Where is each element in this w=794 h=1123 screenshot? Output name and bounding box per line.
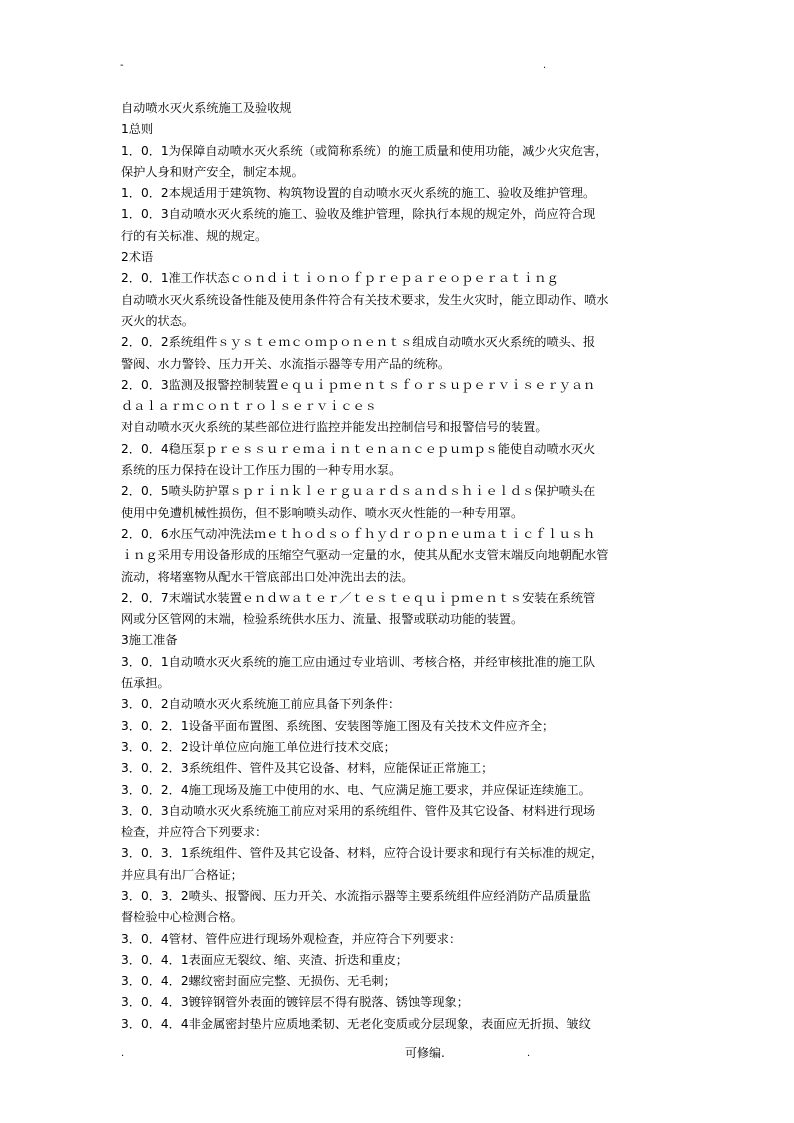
- section-heading: 3施工准备: [121, 633, 178, 648]
- paragraph-line: 流动，将堵塞物从配水干管底部出口处冲洗出去的法。: [121, 569, 414, 584]
- paragraph-line: 3．0．4管材、管件应进行现场外观检查，并应符合下列要求：: [121, 931, 462, 946]
- paragraph-line: 督检验中心检测合格。: [121, 910, 243, 925]
- footer-right-mark: .: [527, 1048, 531, 1059]
- paragraph-line: 3．0．2．3系统组件、管件及其它设备、材料，应能保证正常施工；: [121, 761, 494, 776]
- page-footer: [0, 1042, 794, 1062]
- paragraph-line: 保护人身和财产安全，制定本规。: [121, 164, 304, 179]
- paragraph-line: 检查，并应符合下列要求：: [121, 825, 268, 840]
- paragraph-line: 2．0．6水压气动冲洗法ｍｅｔｈｏｄｓｏｆｈｙｄｒｏｐｎｅｕｍａｔｉｃｆｌｕｓｈ: [121, 526, 596, 541]
- doc-title: 自动喷水灭火系统施工及验收规: [121, 101, 292, 115]
- paragraph-line: 3．0．4．1表面应无裂纹、缩、夹渣、折迭和重皮；: [121, 952, 408, 967]
- section-heading: 1总则: [121, 122, 154, 137]
- paragraph-line: 行的有关标准、规的规定。: [121, 228, 268, 243]
- paragraph-line: 灭火的状态。: [121, 313, 195, 328]
- document-body: [121, 98, 677, 1035]
- paragraph-line: 使用中免遭机械性损伤，但不影响喷头动作、喷水灭火性能的一种专用罩。: [121, 505, 524, 520]
- paragraph-line: 1．0．1为保障自动喷水灭火系统（或简称系统）的施工质量和使用功能，减少火灾危害，: [121, 143, 608, 158]
- paragraph-line: 网或分区管网的末端，检验系统供水压力、流量、报警或联动功能的装置。: [121, 612, 524, 627]
- paragraph-line: 2．0．3监测及报警控制装置ｅｑｕｉｐｍｅｎｔｓｆｏｒｓｕｐｅｒｖｉｓｅｒｙａｎ: [121, 377, 596, 392]
- section-heading: 2术语: [121, 250, 154, 265]
- paragraph-line: 2．0．2系统组件ｓｙｓｔｅｍｃｏｍｐｏｎｅｎｔｓ组成自动喷水灭火系统的喷头、报: [121, 335, 596, 350]
- paragraph-line: 自动喷水灭火系统设备性能及使用条件符合有关技术要求，发生火灾时，能立即动作、喷水: [121, 292, 609, 307]
- paragraph-line: 对自动喷水灭火系统的某些部位进行监控并能发出控制信号和报警信号的装置。: [121, 420, 548, 435]
- paragraph-line: 3．0．2自动喷水灭火系统施工前应具备下列条件：: [121, 697, 401, 712]
- paragraph-line: 3．0．3．2喷头、报警阀、压力开关、水流指示器等主要系统组件应经消防产品质量监: [121, 888, 591, 903]
- paragraph-line: 3．0．2．1设备平面布置图、系统图、安装图等施工图及有关技术文件应齐全；: [121, 718, 555, 733]
- footer-left-mark: .: [121, 1048, 125, 1059]
- paragraph-line: ｄａｌａｒｍｃｏｎｔｒｏｌｓｅｒｖｉｃｅｓ: [121, 399, 377, 414]
- paragraph-line: 3．0．4．4非金属密封垫片应质地柔韧、无老化变质或分层现象，表面应无折损、皱纹: [121, 1016, 591, 1031]
- paragraph-line: 1．0．2本规适用于建筑物、构筑物设置的自动喷水灭火系统的施工、验收及维护管理。: [121, 186, 596, 201]
- header-right-mark: .: [543, 60, 547, 71]
- paragraph-line: 伍承担。: [121, 676, 170, 691]
- paragraph-line: 2．0．4稳压泵ｐｒｅｓｓｕｒｅｍａｉｎｔｅｎａｎｃｅｐｕｍｐｓ能使自动喷水灭火: [121, 441, 596, 456]
- paragraph-line: 3．0．3自动喷水灭火系统施工前应对采用的系统组件、管件及其它设备、材料进行现场: [121, 803, 596, 818]
- paragraph-line: 系统的压力保持在设计工作压力围的一种专用水泵。: [121, 463, 402, 478]
- footer-text: 可修编.: [405, 1046, 445, 1060]
- paragraph-line: ｉｎｇ采用专用设备形成的压缩空气驱动一定量的水，使其从配水支管末端反向地朝配水管: [121, 548, 609, 563]
- paragraph-line: 3．0．4．2螺纹密封面应完整、无损伤、无毛刺；: [121, 974, 396, 989]
- paragraph-line: 3．0．1自动喷水灭火系统的施工应由通过专业培训、考核合格，并经审核批准的施工队: [121, 654, 596, 669]
- paragraph-line: 2．0．7末端试水装置ｅｎｄｗａｔｅｒ／ｔｅｓｔｅｑｕｉｐｍｅｎｔｓ安装在系统管: [121, 590, 596, 605]
- paragraph-line: 3．0．2．2设计单位应向施工单位进行技术交底；: [121, 739, 396, 754]
- header-left-mark: -: [120, 60, 124, 71]
- paragraph-line: 并应具有出厂合格证；: [121, 867, 243, 882]
- paragraph-line: 3．0．2．4施工现场及施工中使用的水、电、气应满足施工要求，并应保证连续施工。: [121, 782, 591, 797]
- paragraph-line: 3．0．3．1系统组件、管件及其它设备、材料，应符合设计要求和现行有关标准的规定，: [121, 846, 603, 861]
- paragraph-line: 警阀、水力警铃、压力开关、水流指示器等专用产品的统称。: [121, 356, 451, 371]
- paragraph-line: 3．0．4．3镀锌钢管外表面的镀锌层不得有脱落、锈蚀等现象；: [121, 995, 469, 1010]
- paragraph-line: 2．0．5喷头防护罩ｓｐｒｉｎｋｌｅｒｇｕａｒｄｓａｎｄｓｈｉｅｌｄｓ保护喷头在: [121, 484, 596, 499]
- paragraph-line: 1．0．3自动喷水灭火系统的施工、验收及维护管理，除执行本规的规定外，尚应符合现: [121, 207, 596, 222]
- paragraph-line: 2．0．1准工作状态ｃｏｎｄｉｔｉｏｎｏｆｐｒｅｐａｒｅｏｐｅｒａｔｉｎｇ: [121, 271, 559, 286]
